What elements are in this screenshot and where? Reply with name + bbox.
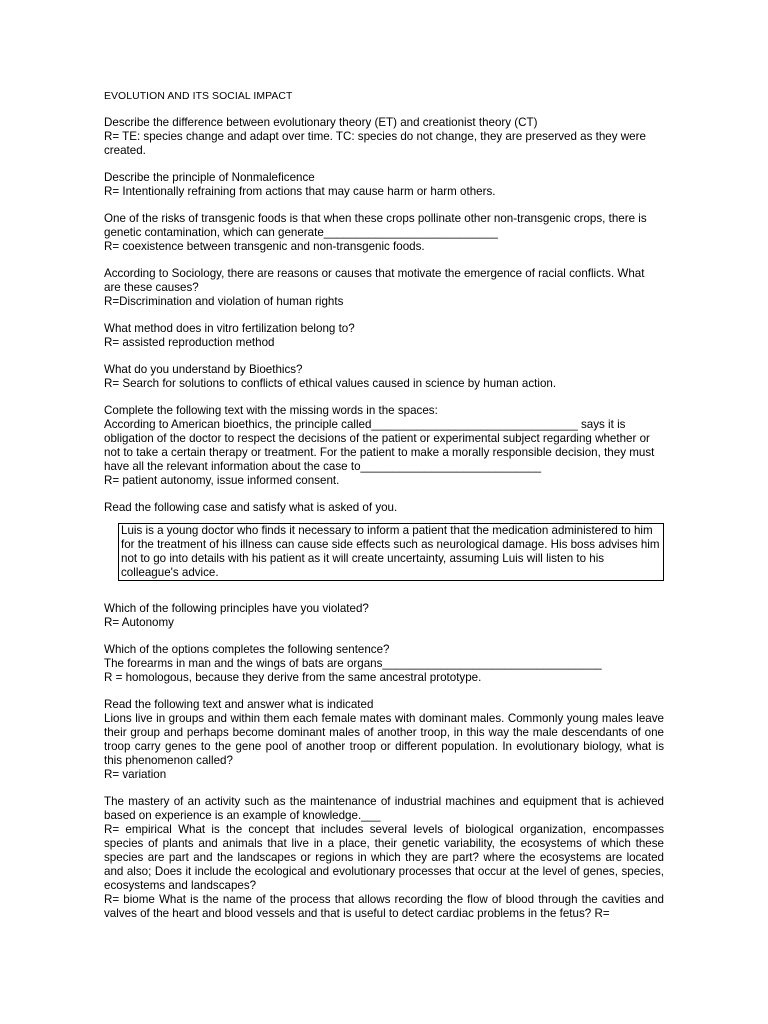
answer-text: R= assisted reproduction method xyxy=(104,336,275,349)
answer-text: R= Search for solutions to conflicts of ethical values caused in science by human action. xyxy=(104,377,557,390)
question-block-8 xyxy=(104,602,664,630)
question-text: Describe the principle of Nonmaleficence xyxy=(104,171,315,184)
question-text: Describe the difference between evolutionary theory (ET) and creationist theory (CT) xyxy=(104,116,538,129)
question-block-3 xyxy=(104,212,664,254)
question-text: What method does in vitro fertilization belong to? xyxy=(104,322,355,335)
document-page xyxy=(104,90,664,934)
question-block-7 xyxy=(104,404,664,488)
answer-text: R = homologous, because they derive from the same ancestral prototype. xyxy=(104,671,482,684)
question-text: One of the risks of transgenic foods is that when these crops pollinate other non-transgenic crops, there is genetic contamination, which can generate___________________________ xyxy=(104,212,647,239)
case-instruction: Read the following case and satisfy what is asked of you. xyxy=(104,501,398,514)
sentence-text: The forearms in man and the wings of bats are organs__________________________________ xyxy=(104,657,602,670)
instruction-text: Complete the following text with the missing words in the spaces: xyxy=(104,404,438,417)
question-block-9 xyxy=(104,643,664,685)
answer-text: R= Intentionally refraining from actions that may cause harm or harm others. xyxy=(104,185,496,198)
answer-text: R= patient autonomy, issue informed consent. xyxy=(104,474,340,487)
question-text: Which of the options completes the following sentence? xyxy=(104,643,390,656)
question-text: What do you understand by Bioethics? xyxy=(104,363,303,376)
answer-text: R= empirical What is the concept that includes several levels of biological organization, encompasses species of plants and animals that live in a place, their genetic variability, the ecosystems of which these species are part and the landscapes or regions in which they are part? where the ecosystems are located and also; Does it include the ecological and evolutionary processes that occur at the level of genes, species, ecosystems and landscapes? xyxy=(104,823,664,892)
fill-in-text: According to American bioethics, the principle called________________________________ says it is obligation of the doctor to respect the decisions of the patient or experimental subject regarding whether or not to take a certain therapy or treatment. For the patient to make a morally responsible decision, they must have all the relevant information about the case to____________________________ xyxy=(104,418,655,473)
question-block-11 xyxy=(104,795,664,921)
answer-text: R= TE: species change and adapt over time. TC: species do not change, they are preserved as they were created. xyxy=(104,130,646,157)
document-title: EVOLUTION AND ITS SOCIAL IMPACT xyxy=(104,91,293,102)
answer-text: R=Discrimination and violation of human rights xyxy=(104,295,344,308)
question-block-2 xyxy=(104,171,664,199)
question-text: According to Sociology, there are reasons or causes that motivate the emergence of racial conflicts. What are these causes? xyxy=(104,267,645,294)
question-block-4 xyxy=(104,267,664,309)
question-block-6 xyxy=(104,363,664,391)
question-block-5 xyxy=(104,322,664,350)
case-text: Luis is a young doctor who finds it necessary to inform a patient that the medication administered to him for the treatment of his illness can cause side effects such as neurological damage. His boss advises him not to go into details with his patient as it will create uncertainty, assuming Luis will listen to his colleague's advice. xyxy=(121,524,660,579)
question-block-1 xyxy=(104,116,664,158)
reading-text: Lions live in groups and within them each female mates with dominant males. Commonly young males leave their group and perhaps become dominant males of another troop, in this way the male descendants of one troop carry genes to the gene pool of another troop or different population. In evolutionary biology, what is this phenomenon called? xyxy=(104,712,664,767)
case-box xyxy=(118,523,664,581)
answer-text: R= Autonomy xyxy=(104,616,174,629)
answer-text: R= coexistence between transgenic and non-transgenic foods. xyxy=(104,240,425,253)
question-block-10 xyxy=(104,698,664,782)
question-text: Which of the following principles have you violated? xyxy=(104,602,369,615)
answer-text: R= biome What is the name of the process that allows recording the flow of blood through the cavities and valves of the heart and blood vessels and that is useful to detect cardiac problems in the fetus? R= xyxy=(104,893,664,920)
instruction-text: Read the following text and answer what is indicated xyxy=(104,698,374,711)
question-text: The mastery of an activity such as the maintenance of industrial machines and equipment that is achieved based on experience is an example of knowledge.___ xyxy=(104,795,664,822)
answer-text: R= variation xyxy=(104,768,167,781)
